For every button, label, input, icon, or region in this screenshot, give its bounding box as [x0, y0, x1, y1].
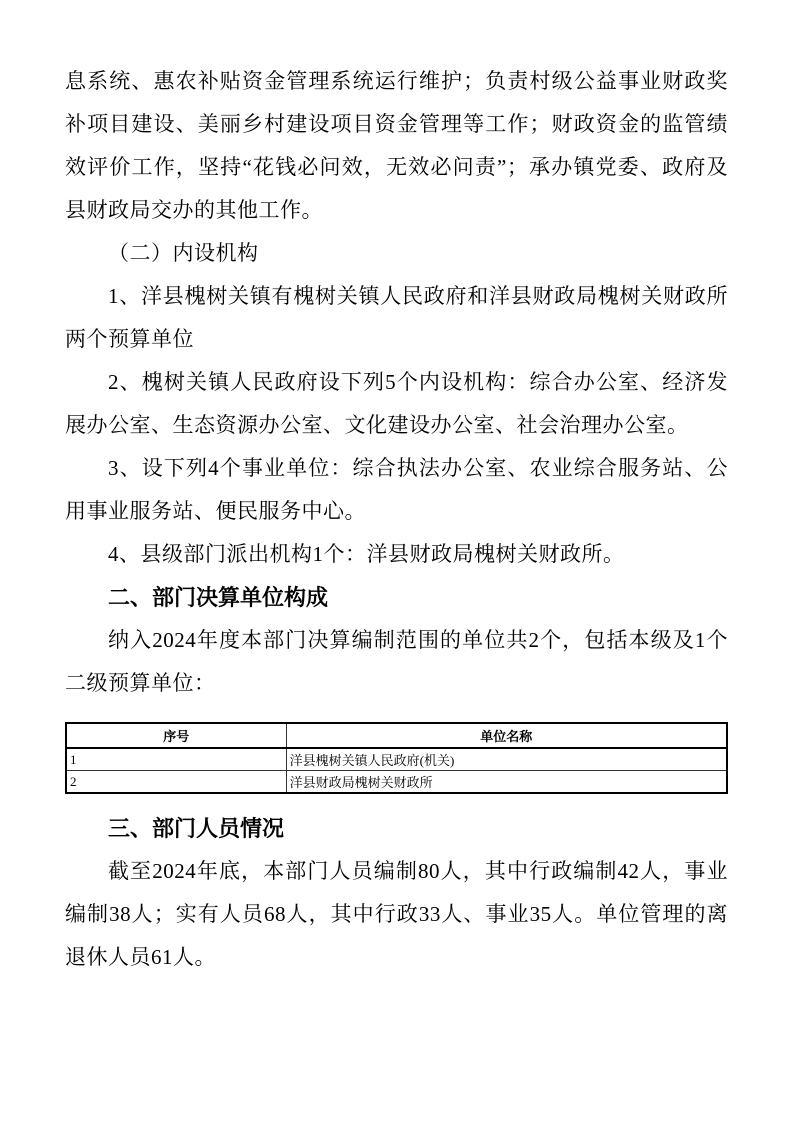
table-cell-index: 1: [66, 748, 286, 771]
list-item-public-institutions: 3、设下列4个事业单位：综合执法办公室、农业综合服务站、公用事业服务站、便民服务中心。: [65, 456, 728, 523]
list-item-county-dispatched-org: 4、县级部门派出机构1个：洋县财政局槐树关财政所。: [108, 542, 625, 566]
table-header-row: [66, 723, 727, 748]
table-row: [66, 748, 727, 771]
paragraph-staff-situation: 截至2024年底，本部门人员编制80人，其中行政编制42人，事业编制38人；实有人员68人，其中行政33人、事业35人。单位管理的离退休人员61人。: [65, 859, 728, 969]
paragraph-duties-continuation: 息系统、惠农补贴资金管理系统运行维护；负责村级公益事业财政奖补项目建设、美丽乡村建设项目资金管理等工作；财政资金的监管绩效评价工作，坚持“花钱必问效，无效必问责”；承办镇党委、政府及县财政局交办的其他工作。: [65, 69, 728, 222]
list-item-budget-units: 1、洋县槐树关镇有槐树关镇人民政府和洋县财政局槐树关财政所两个预算单位: [65, 284, 728, 351]
paragraph-unit-composition: 纳入2024年度本部门决算编制范围的单位共2个，包括本级及1个二级预算单位：: [65, 628, 728, 695]
table-cell-unit-name: 洋县财政局槐树关财政所: [286, 771, 727, 794]
section-heading-staff-situation: 三、部门人员情况: [108, 816, 285, 841]
table-cell-unit-name: 洋县槐树关镇人民政府(机关): [286, 748, 727, 771]
unit-list-table: [65, 722, 728, 794]
subsection-heading-internal-organs: （二）内设机构: [108, 241, 259, 265]
table-header-unit-name: 单位名称: [286, 723, 727, 748]
section-heading-unit-composition: 二、部门决算单位构成: [108, 585, 329, 610]
list-item-internal-offices: 2、槐树关镇人民政府设下列5个内设机构：综合办公室、经济发展办公室、生态资源办公室、文化建设办公室、社会治理办公室。: [65, 370, 728, 437]
table-cell-index: 2: [66, 771, 286, 794]
table-row: [66, 771, 727, 794]
table-header-index: 序号: [66, 723, 286, 748]
